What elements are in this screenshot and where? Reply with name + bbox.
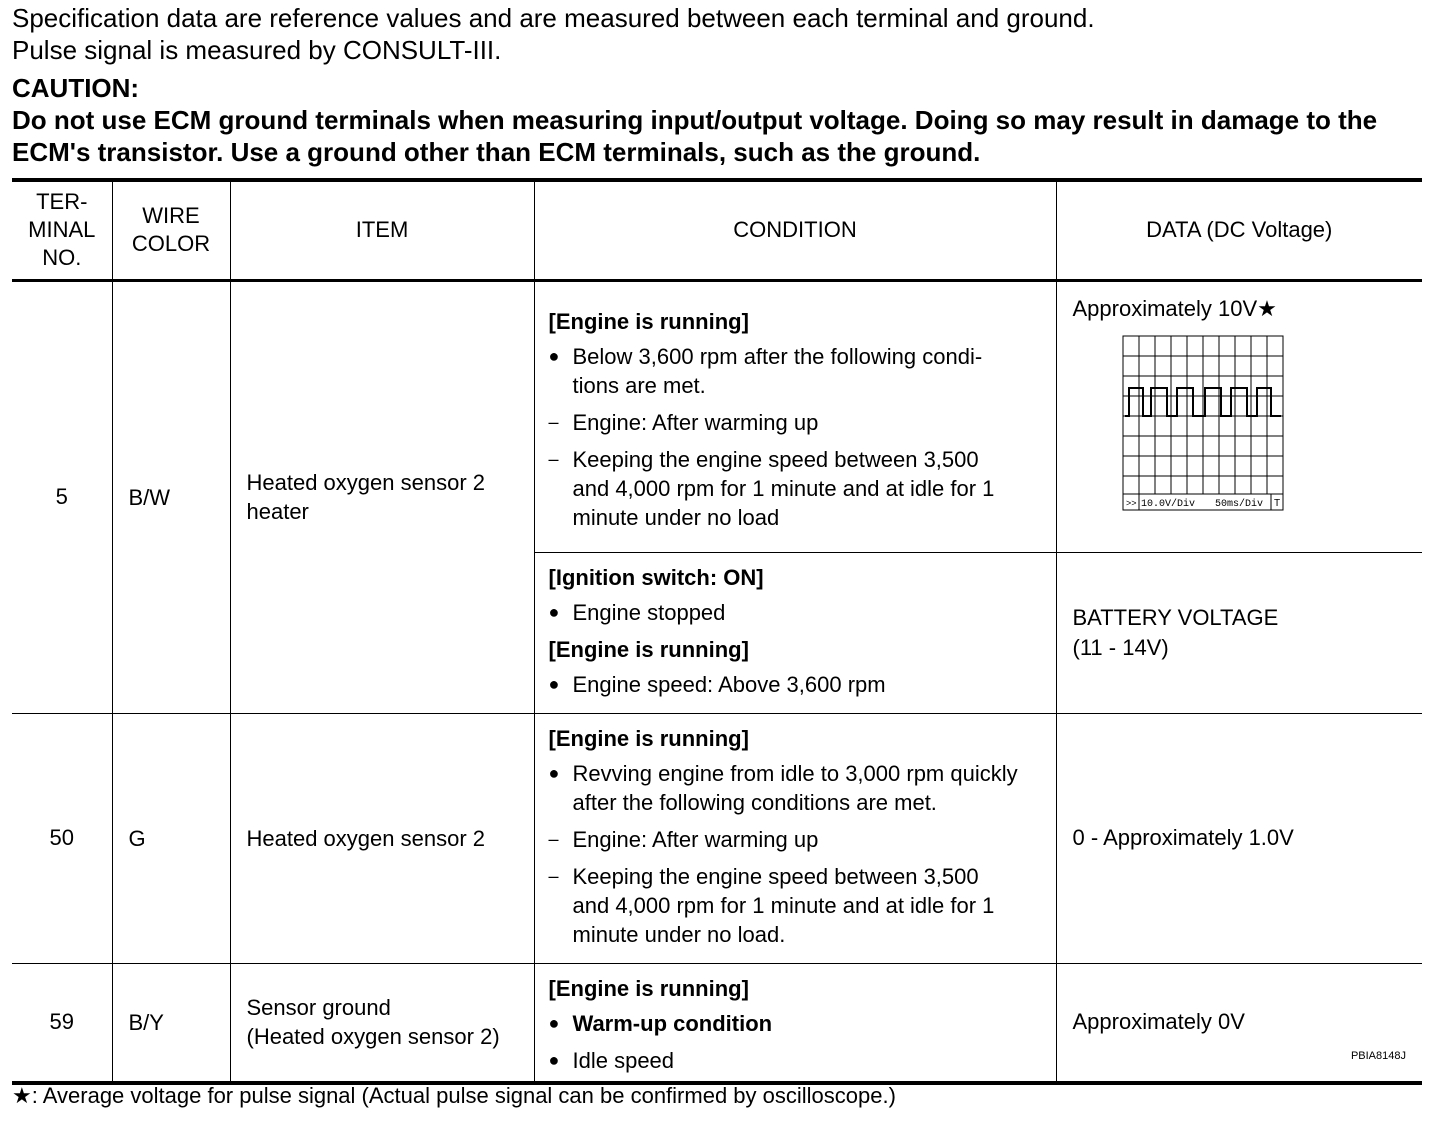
header-data: DATA (DC Voltage) xyxy=(1056,180,1422,280)
intro-line-2: Pulse signal is measured by CONSULT-III. xyxy=(12,35,502,65)
list-item: ● Idle speed xyxy=(548,1047,675,1073)
oscilloscope-figure xyxy=(1121,334,1289,514)
item-name: Heated oxygen sensor 2 heater xyxy=(230,280,534,713)
terminal-spec-table xyxy=(12,178,1422,1085)
condition-cell xyxy=(534,280,1056,552)
data-value: Approximately 10V★ xyxy=(1072,295,1277,321)
item-name: Heated oxygen sensor 2 xyxy=(230,713,534,963)
header-terminal-no: TER- MINAL NO. xyxy=(12,180,112,280)
bullet-icon: ● xyxy=(548,346,560,366)
data-cell: BATTERY VOLTAGE (11 - 14V) xyxy=(1056,552,1422,713)
caution-text: Do not use ECM ground terminals when measuring input/output voltage. Doing so may result in damage to the ECM's transistor. Use a ground other than ECM terminals, such as the ground. xyxy=(12,105,1378,167)
table-row xyxy=(12,713,1422,963)
dash-icon: – xyxy=(548,412,559,432)
terminal-number: 50 xyxy=(12,713,112,963)
bullet-icon: ● xyxy=(548,1049,560,1070)
footnote-text: : Average voltage for pulse signal (Actual pulse signal can be confirmed by oscilloscope.) xyxy=(31,1083,896,1108)
terminal-number: 5 xyxy=(12,280,112,713)
list-item: ● Revving engine from idle to 3,000 rpm quickly after the following conditions are met. xyxy=(548,760,1018,815)
scope-volt-div: 10.0V/Div xyxy=(1140,498,1195,510)
table-row xyxy=(12,280,1422,552)
scope-time-div: 50ms/Div xyxy=(1214,498,1263,510)
caution-title: CAUTION: xyxy=(12,73,140,103)
header-condition: CONDITION xyxy=(534,180,1056,280)
list-item: – Keeping the engine speed between 3,500 and 4,000 rpm for 1 minute and at idle for 1 minute under no load. xyxy=(548,863,995,947)
list-item: ● Warm-up condition xyxy=(548,1010,773,1036)
condition-header: [Engine is running] xyxy=(548,975,749,1001)
condition-header: [Engine is running] xyxy=(548,636,749,662)
intro-text xyxy=(12,2,1095,66)
terminal-number: 59 xyxy=(12,963,112,1083)
wire-color: B/Y xyxy=(112,963,230,1083)
bullet-icon: ● xyxy=(548,601,560,622)
header-item: ITEM xyxy=(230,180,534,280)
footnote xyxy=(12,1082,896,1110)
condition-header: [Engine is running] xyxy=(548,725,749,751)
condition-header: [Engine is running] xyxy=(548,309,749,334)
data-cell: Approximately 0V xyxy=(1056,963,1422,1083)
figure-code: PBIA8148J xyxy=(1350,1049,1406,1062)
bullet-icon: ● xyxy=(548,762,560,783)
bullet-icon: ● xyxy=(548,1012,560,1033)
star-icon: ★ xyxy=(12,1083,32,1108)
header-wire-color: WIRE COLOR xyxy=(112,180,230,280)
list-item: ● Engine stopped xyxy=(548,599,726,625)
bullet-icon: ● xyxy=(548,673,560,694)
list-item: – Keeping the engine speed between 3,500 and 4,000 rpm for 1 minute and at idle for 1 minute under no load xyxy=(548,447,995,530)
star-icon: ★ xyxy=(1257,295,1277,321)
list-item: ● Engine speed: Above 3,600 rpm xyxy=(548,671,886,697)
condition-cell xyxy=(534,713,1056,963)
list-item: – Engine: After warming up xyxy=(548,410,819,435)
list-item: – Engine: After warming up xyxy=(548,826,819,852)
dash-icon: – xyxy=(548,828,559,849)
dash-icon: – xyxy=(548,449,559,469)
data-cell: 0 - Approximately 1.0V xyxy=(1056,713,1422,963)
wire-color: G xyxy=(112,713,230,963)
dash-icon: – xyxy=(548,865,559,886)
scope-trigger: T xyxy=(1273,497,1280,509)
table-row xyxy=(12,963,1422,1083)
condition-header: [Ignition switch: ON] xyxy=(548,564,764,590)
list-item: ● Below 3,600 rpm after the following condi- tions are met. xyxy=(548,344,983,398)
svg-text:>>: >> xyxy=(1125,497,1137,508)
oscilloscope-waveform xyxy=(1121,334,1289,514)
condition-cell xyxy=(534,963,1056,1083)
condition-cell xyxy=(534,552,1056,713)
wire-color: B/W xyxy=(112,280,230,713)
item-name: Sensor ground (Heated oxygen sensor 2) xyxy=(230,963,534,1083)
table-header-row xyxy=(12,180,1422,280)
intro-line-1: Specification data are reference values and are measured between each terminal and ground. xyxy=(12,3,1095,33)
